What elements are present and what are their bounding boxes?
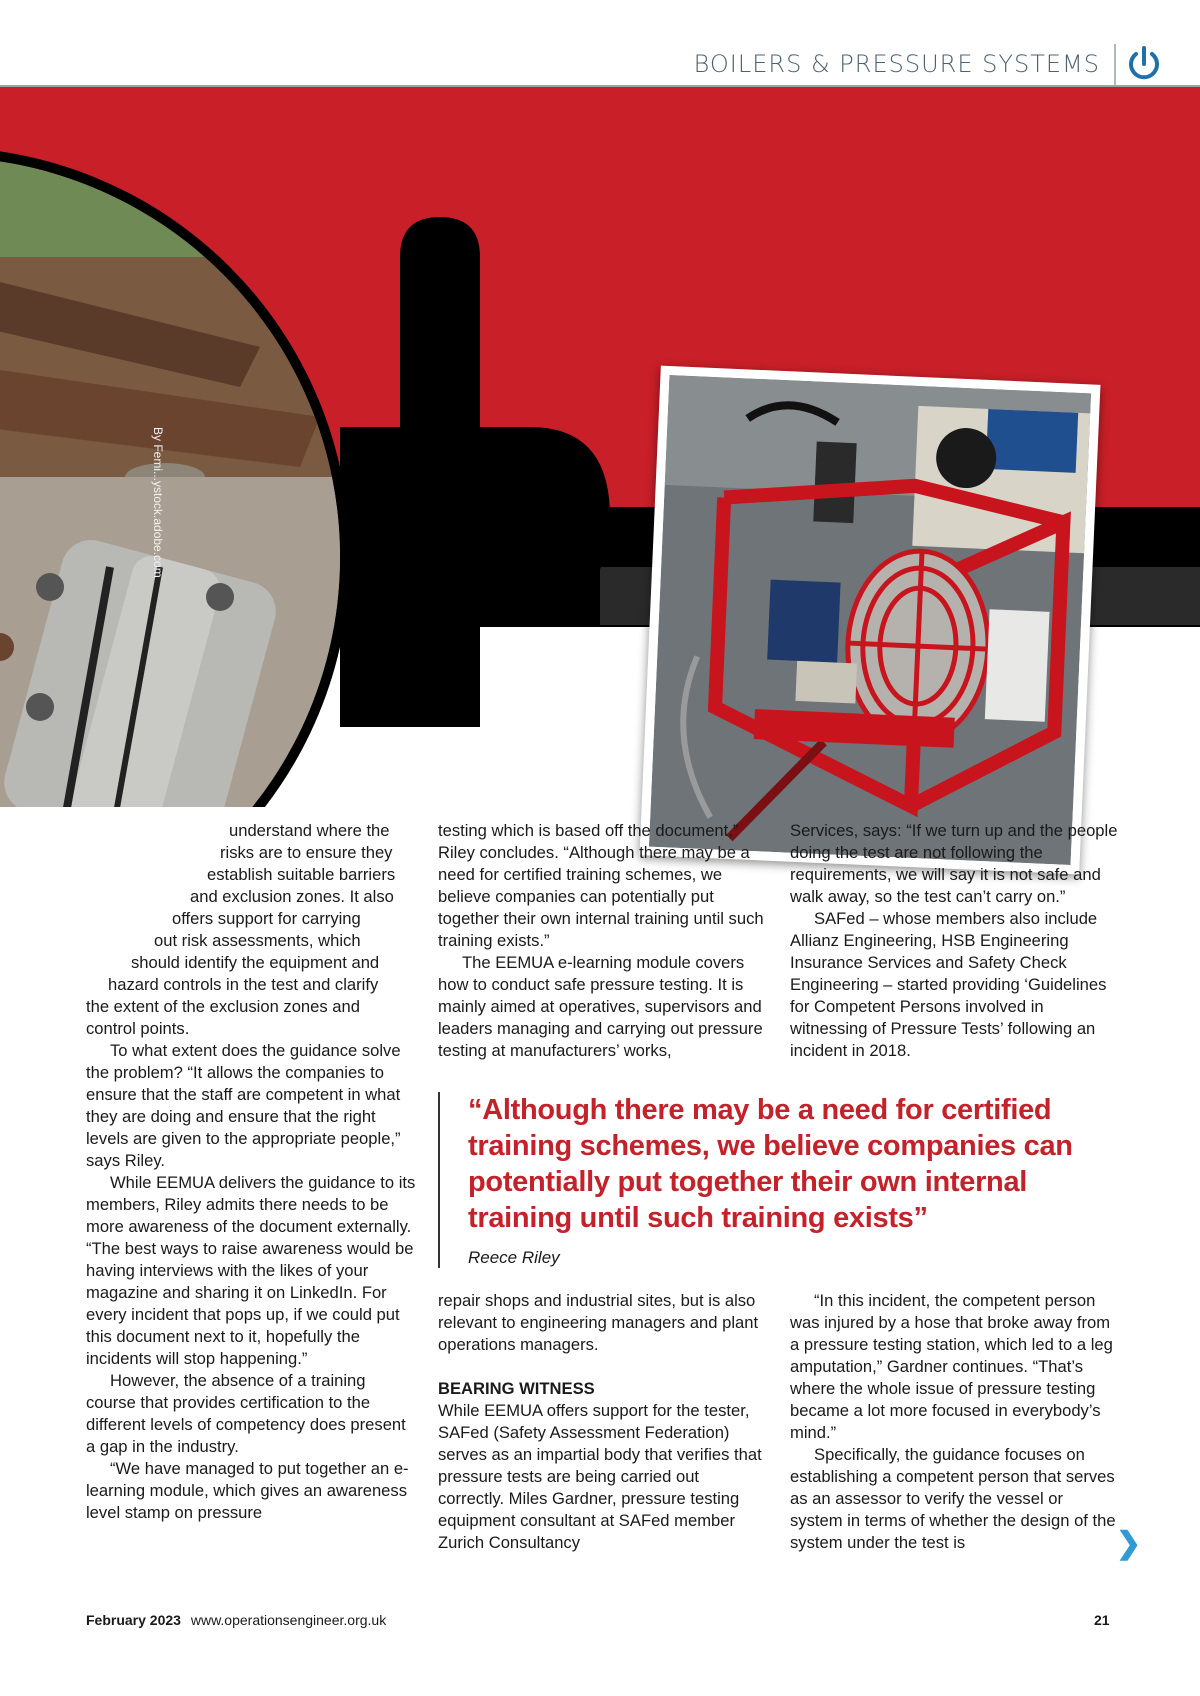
article-column-3-top xyxy=(790,820,1120,1062)
body-paragraph: testing which is based off the document,” Riley concludes. “Although there may be a need for certified training schemes, we believe companies can potentially put together their own internal training until such training exists.” xyxy=(438,821,764,950)
pull-quote xyxy=(438,1092,1138,1268)
body-paragraph: repair shops and industrial sites, but is also relevant to engineering managers and plant operations managers. xyxy=(438,1291,759,1354)
body-paragraph: To what extent does the guidance solve the problem? “It allows the companies to ensure that the staff are competent in what they are doing and ensure that the right levels are given to the appropriate people,” says Riley. xyxy=(86,1041,401,1170)
pressure-pump-photo xyxy=(640,366,1101,875)
section-subheading: BEARING WITNESS xyxy=(438,1379,595,1398)
issue-date: February 2023 xyxy=(86,1612,181,1628)
body-paragraph: “We have managed to put together an e-learning module, which gives an awareness level stamp on pressure xyxy=(86,1459,409,1522)
next-page-arrow-icon[interactable]: ❯ xyxy=(1116,1527,1142,1560)
body-paragraph: SAFed – whose members also include Allianz Engineering, HSB Engineering Insurance Services and Safety Check Engineering – started providing ‘Guidelines for Competent Persons involved in witnessing of Pressure Tests’ following an incident in 2018. xyxy=(790,909,1107,1060)
page-footer xyxy=(86,1612,386,1628)
body-line: understand where the xyxy=(229,821,390,840)
article-column-3-bottom xyxy=(790,1290,1120,1554)
website-url[interactable]: www.operationsengineer.org.uk xyxy=(190,1612,387,1628)
body-paragraph: Services, says: “If we turn up and the people doing the test are not following the requirements, we will say it is not safe and walk away, so the test can’t carry on.” xyxy=(790,821,1118,906)
body-paragraph: However, the absence of a training course that provides certification to the different levels of competency does present a gap in the industry. xyxy=(86,1371,406,1456)
body-paragraph: The EEMUA e-learning module covers how to conduct safe pressure testing. It is mainly aimed at operatives, supervisors and leaders managing and carrying out pressure testing at manufacturers’ works, xyxy=(438,953,763,1060)
section-title: BOILERS & PRESSURE SYSTEMS xyxy=(693,50,1100,78)
body-line: the extent of the exclusion zones and xyxy=(86,997,360,1016)
body-line: and exclusion zones. It also xyxy=(190,887,394,906)
article-column-2-top xyxy=(438,820,768,1062)
body-line: offers support for carrying xyxy=(172,909,361,928)
body-paragraph: Specifically, the guidance focuses on establishing a competent person that serves as an assessor to verify the vessel or system in terms of whether the design of the system under the test is xyxy=(790,1445,1116,1552)
body-paragraph: While EEMUA offers support for the tester, SAFed (Safety Assessment Federation) serves as an impartial body that verifies that pressure tests are being carried out correctly. Miles Gardner, pressure testing equipment consultant at SAFed member Zurich Consultancy xyxy=(438,1401,762,1552)
body-line: establish suitable barriers xyxy=(207,865,396,884)
body-line: out risk assessments, which xyxy=(154,931,361,950)
body-line: control points. xyxy=(86,1019,190,1038)
body-line: hazard controls in the test and clarify xyxy=(108,975,379,994)
pull-quote-attribution: Reece Riley xyxy=(468,1248,560,1267)
page-number: 21 xyxy=(1094,1612,1110,1628)
article-column-2-bottom xyxy=(438,1290,768,1554)
article-column-1 xyxy=(86,820,416,1524)
power-icon xyxy=(1124,44,1164,84)
page-header xyxy=(0,0,1200,86)
body-paragraph: “In this incident, the competent person was injured by a hose that broke away from a pressure testing station, which led to a leg amputation,” Gardner continues. “That’s where the whole issue of pressure testing became a lot more focused in everybody’s mind.” xyxy=(790,1291,1113,1442)
body-line: risks are to ensure they xyxy=(220,843,393,862)
pull-quote-text: “Although there may be a need for certified training schemes, we believe companies can potentially put together their own internal training until such training exists” xyxy=(468,1094,1073,1234)
hero-graphic xyxy=(0,87,1200,807)
photo-credit: By Femi...ystock.adobe.com xyxy=(151,427,165,578)
pump-illustration xyxy=(649,375,1091,865)
body-line: should identify the equipment and xyxy=(131,953,380,972)
header-divider xyxy=(1114,44,1116,86)
body-paragraph: While EEMUA delivers the guidance to its members, Riley admits there needs to be more awareness of the document externally. “The best ways to raise awareness would be having interviews with the likes of your magazine and sharing it on LinkedIn. For every incident that pops up, if we could put this document next to it, hopefully the incidents will stop happening.” xyxy=(86,1173,416,1368)
